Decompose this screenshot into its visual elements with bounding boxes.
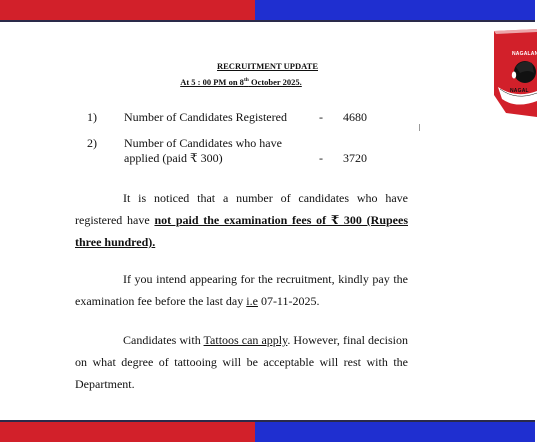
page-subtitle [0, 77, 482, 87]
notice-text: It is noticed that a number of candidates who have registered have [75, 191, 408, 227]
stat-value: 3720 [343, 151, 367, 165]
bottom-band-red [0, 420, 255, 442]
subtitle-prefix: At 5 : 00 PM on 8 [180, 77, 244, 87]
tattoo-text: Candidates with [123, 333, 204, 347]
notice-paragraph [75, 187, 408, 253]
notice-emphasis: not paid the examination fees of ₹ 300 (Rupees three hundred). [75, 213, 408, 249]
stat-label: Number of Candidates Registered [124, 110, 287, 124]
fee-date: 07-11-2025. [257, 294, 320, 308]
scan-mark [419, 124, 420, 131]
stat-dash: - [319, 110, 323, 124]
subtitle-suffix: October 2025. [248, 77, 302, 87]
nagaland-police-emblem [492, 29, 537, 117]
fee-ie: i.e [246, 294, 258, 308]
fee-paragraph [75, 268, 408, 312]
emblem-top-text: NAGALAN [512, 51, 538, 57]
stat-number: 1) [87, 110, 97, 124]
fee-text: If you intend appearing for the recruitment, kindly pay the examination fee before the last day [75, 272, 408, 308]
page-title: RECRUITMENT UPDATE [217, 61, 318, 71]
top-color-band [0, 0, 535, 22]
stat-label: Number of Candidates who have applied (paid ₹ 300) [124, 136, 282, 165]
bottom-color-band [0, 420, 535, 442]
subtitle-sup: th [243, 77, 249, 84]
stat-dash: - [319, 151, 323, 165]
bottom-band-blue [255, 420, 535, 442]
tattoo-emphasis: Tattoos can apply [203, 333, 288, 347]
stat-number: 2) [87, 136, 97, 150]
top-band-blue [255, 0, 535, 22]
emblem-bottom-text: NAGAL [510, 88, 529, 94]
stat-value: 4680 [343, 110, 367, 124]
top-band-red [0, 0, 255, 22]
tattoo-text-rest: . However, final decision on what degree of tattooing will be acceptable will rest with the Department. [75, 333, 408, 391]
tattoo-paragraph [75, 329, 408, 395]
